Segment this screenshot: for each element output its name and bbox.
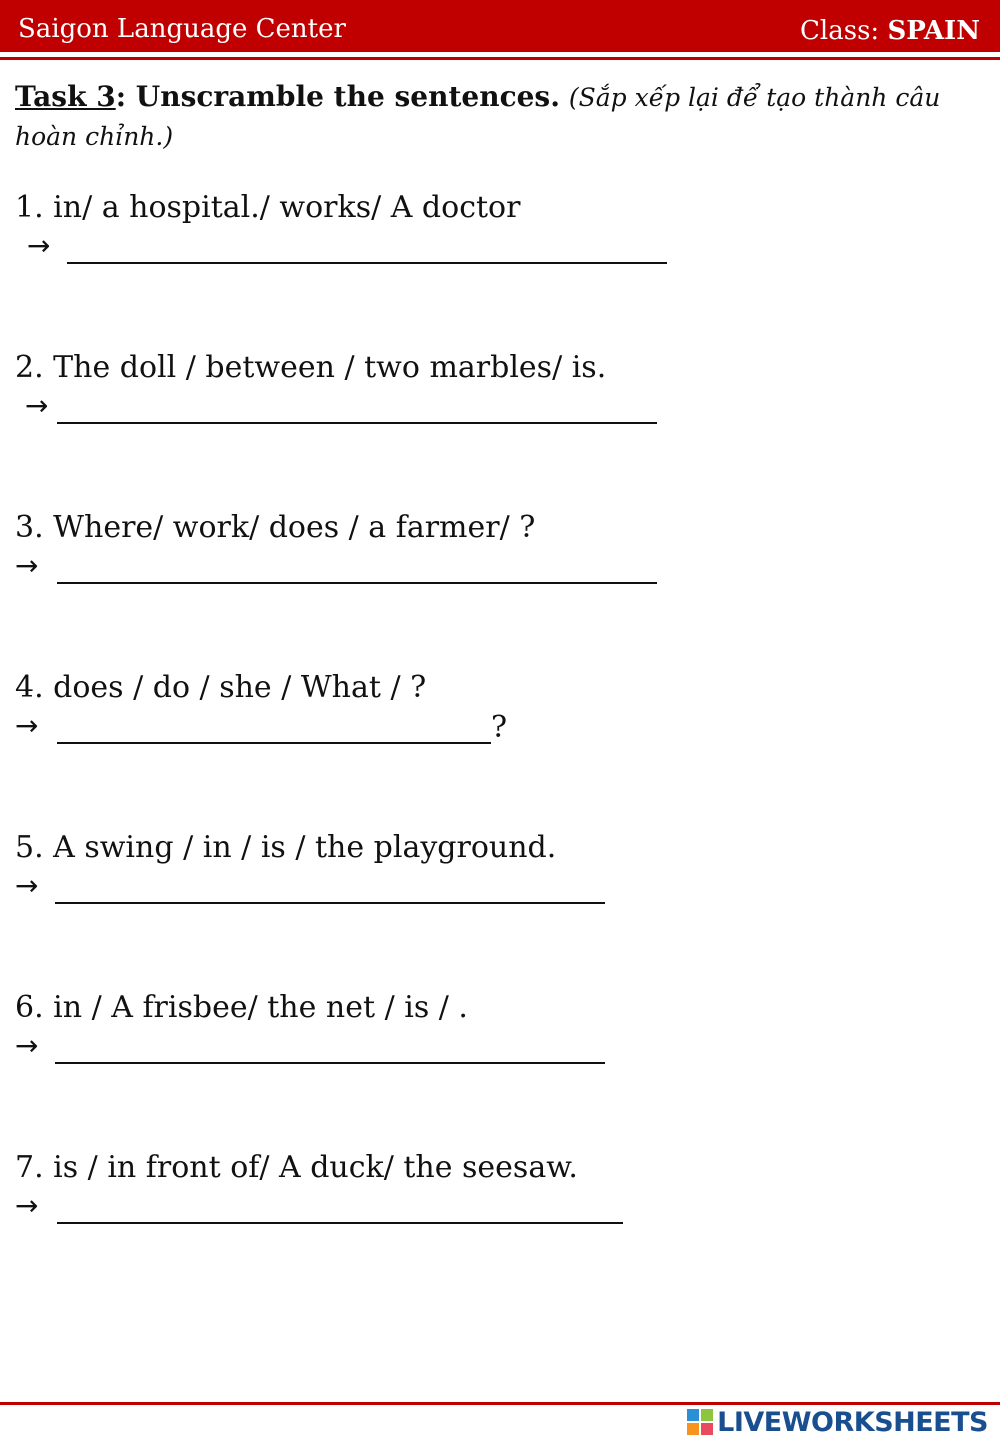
exercise-item-4 (15, 670, 915, 748)
task-title: : Unscramble the sentences. (115, 80, 560, 113)
answer-row (15, 708, 915, 748)
answer-blank[interactable] (67, 262, 667, 264)
exercise-item-6 (15, 990, 915, 1068)
header-divider (0, 57, 1000, 60)
answer-blank[interactable] (57, 582, 657, 584)
task-label: Task 3 (15, 80, 116, 113)
header-bar (0, 0, 1000, 52)
answer-suffix: ? (491, 710, 508, 745)
answer-row (15, 388, 915, 428)
answer-row (15, 228, 915, 268)
exercise-prompt: 2. The doll / between / two marbles/ is. (15, 350, 607, 385)
answer-row (15, 868, 915, 908)
exercise-item-3 (15, 510, 915, 588)
task-note: (Sắp xếp lại để tạo thành câu hoàn chỉnh.) (15, 83, 941, 151)
answer-row (15, 1028, 915, 1068)
arrow-icon: → (15, 709, 39, 742)
logo-text: LIVEWORKSHEETS (717, 1406, 988, 1438)
footer-divider (0, 1402, 1000, 1405)
exercise-prompt: 1. in/ a hospital./ works/ A doctor (15, 190, 521, 225)
exercise-item-5 (15, 830, 915, 908)
answer-blank[interactable] (57, 422, 657, 424)
answer-blank[interactable] (55, 902, 605, 904)
arrow-icon: → (15, 1029, 39, 1062)
exercise-prompt: 4. does / do / she / What / ? (15, 670, 427, 705)
exercise-prompt: 5. A swing / in / is / the playground. (15, 830, 557, 865)
answer-blank[interactable] (57, 1222, 623, 1224)
class-value: SPAIN (887, 16, 980, 46)
answer-row (15, 548, 915, 588)
arrow-icon: → (25, 389, 49, 422)
arrow-icon: → (15, 549, 39, 582)
class-label: Class: (800, 16, 888, 46)
arrow-icon: → (15, 869, 39, 902)
answer-blank[interactable] (55, 1062, 605, 1064)
exercise-prompt: 7. is / in front of/ A duck/ the seesaw. (15, 1150, 578, 1185)
exercise-prompt: 3. Where/ work/ does / a farmer/ ? (15, 510, 536, 545)
class-info (800, 16, 980, 46)
task-instructions (15, 78, 983, 156)
arrow-icon: → (15, 1189, 39, 1222)
exercise-item-7 (15, 1150, 915, 1228)
liveworksheets-logo (687, 1406, 988, 1438)
answer-row (15, 1188, 915, 1228)
exercise-item-2 (15, 350, 915, 428)
exercise-prompt: 6. in / A frisbee/ the net / is / . (15, 990, 468, 1025)
exercise-item-1 (15, 190, 915, 268)
center-name: Saigon Language Center (18, 14, 346, 44)
liveworksheets-logo-icon (687, 1409, 713, 1435)
arrow-icon: → (27, 229, 51, 262)
answer-blank[interactable] (57, 742, 491, 744)
